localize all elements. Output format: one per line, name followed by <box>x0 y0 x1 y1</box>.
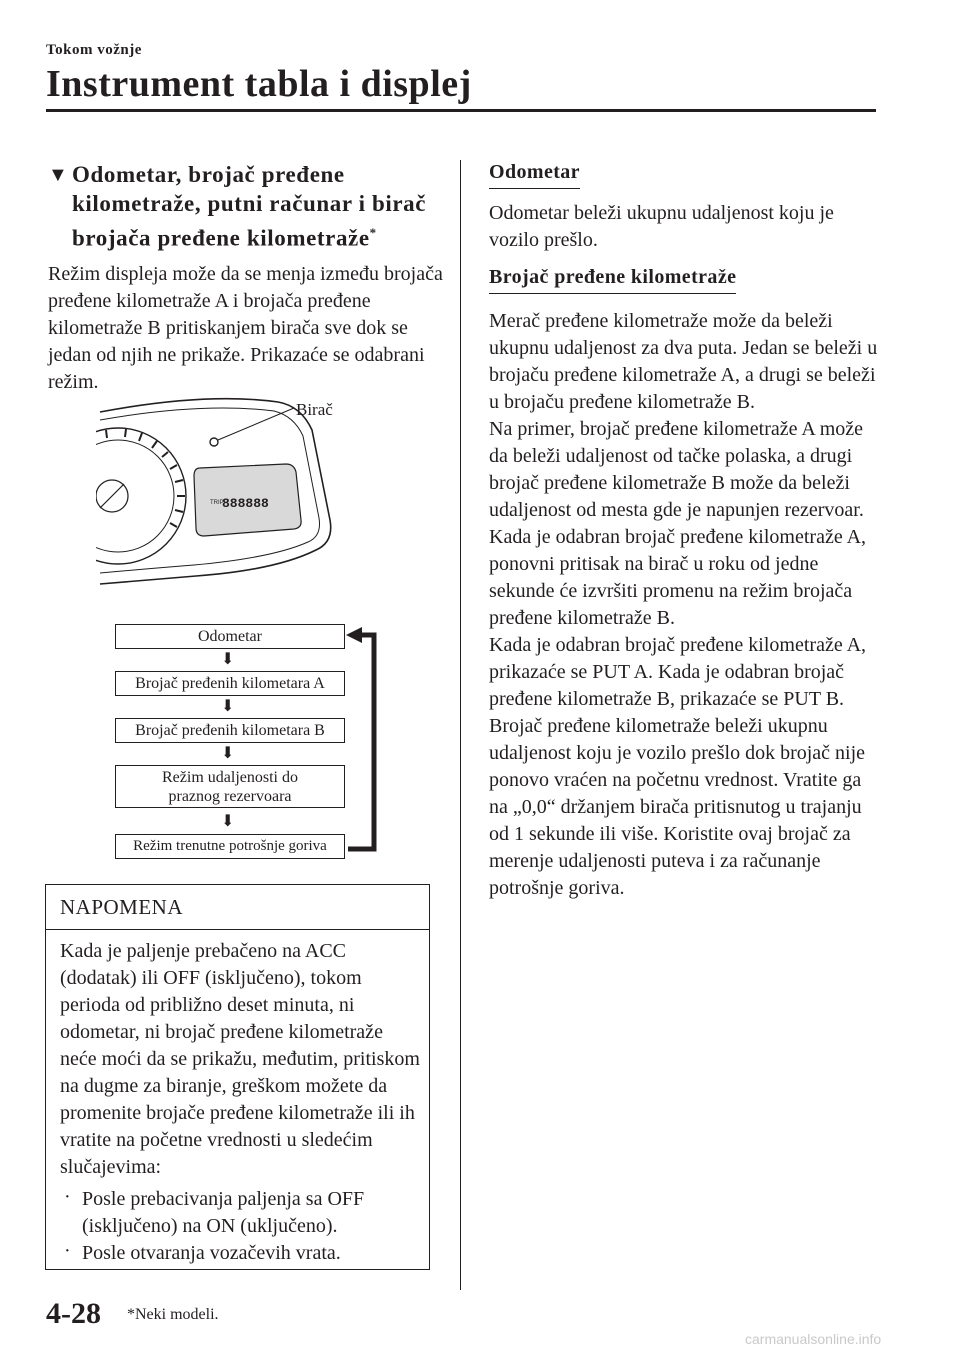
note-divider <box>46 929 429 930</box>
page-title: Instrument tabla i displej <box>46 63 472 105</box>
flow-step-fuel-economy: Režim trenutne potrošnje goriva <box>115 834 345 859</box>
bullet-dot: · <box>64 1240 71 1262</box>
note-bullet-item <box>60 1240 420 1267</box>
flow-step-odometer: Odometar <box>115 624 345 649</box>
triangle-marker-icon: ▼ <box>48 164 68 186</box>
note-bullet-item <box>60 1186 420 1240</box>
note-title: NAPOMENA <box>60 895 184 919</box>
flow-step-distance-to-empty: Režim udaljenosti do praznog rezervoara <box>115 765 345 808</box>
selector-label: Birač <box>296 400 333 419</box>
flow-arrow-icon: ⬇ <box>221 745 235 762</box>
display-trip-label: TRIP <box>210 500 224 506</box>
intro-paragraph: Režim displeja može da se menja između brojača pređene kilometraže A i brojača pređene kilometraže B pritiskanjem birača sve dok se jedan od njih ne prikaže. Prikazaće se odabrani režim. <box>48 263 443 393</box>
selector-leader-line <box>218 408 294 440</box>
header-rule <box>46 109 876 112</box>
note-bullet-text: Posle prebacivanja paljenja sa OFF (isključeno) na ON (uključeno). <box>82 1188 365 1237</box>
footnote: *Neki modeli. <box>127 1306 219 1323</box>
flow-arrow-icon: ⬇ <box>221 813 235 830</box>
watermark-text: carmanualsonline.info <box>745 1331 882 1347</box>
page-number: 4-28 <box>46 1297 101 1330</box>
selector-knob <box>210 438 218 446</box>
note-bullet-text: Posle otvaranja vozačevih vrata. <box>82 1242 341 1264</box>
odometer-heading: Odometar <box>489 161 580 189</box>
note-text: Kada je paljenje prebačeno na ACC (dodatak) ili OFF (isključeno), tokom perioda od približno deset minuta, ni odometar, ni brojač pređene kilometraže neće moći da se prikažu, međutim, pritiskom na dugme za biranje, greškom možete da promenite brojače pređene kilometraže ili ih vratite na početne vrednosti u sledećim slučajevima: <box>60 940 420 1178</box>
section-label: Tokom vožnje <box>46 42 142 58</box>
display-digits: 888888 <box>222 496 269 511</box>
trip-meter-heading: Brojač pređene kilometraže <box>489 266 736 294</box>
trip-meter-paragraph: Merač pređene kilometraže može da beleži ukupnu udaljenost za dva puta. Jedan se beleži u brojaču pređene kilometraže A, a drugi se beleži u brojaču pređene kilometraže B. Na primer, brojač pređene kilometraže A može da beleži udaljenost od tačke polaska, a drugi brojač pređene kilometraže B može da beleži udaljenost od mesta gde je napunjen rezervoar. Kada je odabran brojač pređene kilometraže A, ponovni pritisak na birač u roku od jedne sekunde će izvršiti promenu na režim brojača pređene kilometraže B. Kada je odabran brojač pređene kilometraže A, prikazaće se PUT A. Kada je odabran brojač pređene kilometraže B, prikazaće se PUT B. Brojač pređene kilometraže beleži ukupnu udaljenost koju je vozilo prešlo dok brojač nije ponovo vraćen na početnu vrednost. Vratite ga na „0,0“ držanjem birača pritisnutog u trajanju od 1 sekunde ili više. Koristite ovaj brojač za merenje udaljenosti puteva i za računanje potrošnje goriva. <box>489 310 878 899</box>
bullet-dot: · <box>64 1186 71 1208</box>
flow-loop-arrow <box>340 625 382 855</box>
flow-arrow-icon: ⬇ <box>221 698 235 715</box>
model-asterisk: * <box>369 225 377 240</box>
section-heading-text: Odometar, brojač pređene kilometraže, putni računar i birač brojača pređene kilometraže <box>72 162 427 251</box>
section-heading <box>48 160 443 253</box>
flow-step-trip-a: Brojač pređenih kilometara A <box>115 671 345 696</box>
speedometer-gauge <box>96 428 186 564</box>
flow-arrow-icon: ⬇ <box>221 651 235 668</box>
odometer-paragraph: Odometar beleži ukupnu udaljenost koju je vozilo prešlo. <box>489 202 834 251</box>
column-divider <box>460 160 461 1290</box>
note-box <box>45 884 430 1270</box>
instrument-cluster-illustration <box>96 390 356 602</box>
flow-step-trip-b: Brojač pređenih kilometara B <box>115 718 345 743</box>
